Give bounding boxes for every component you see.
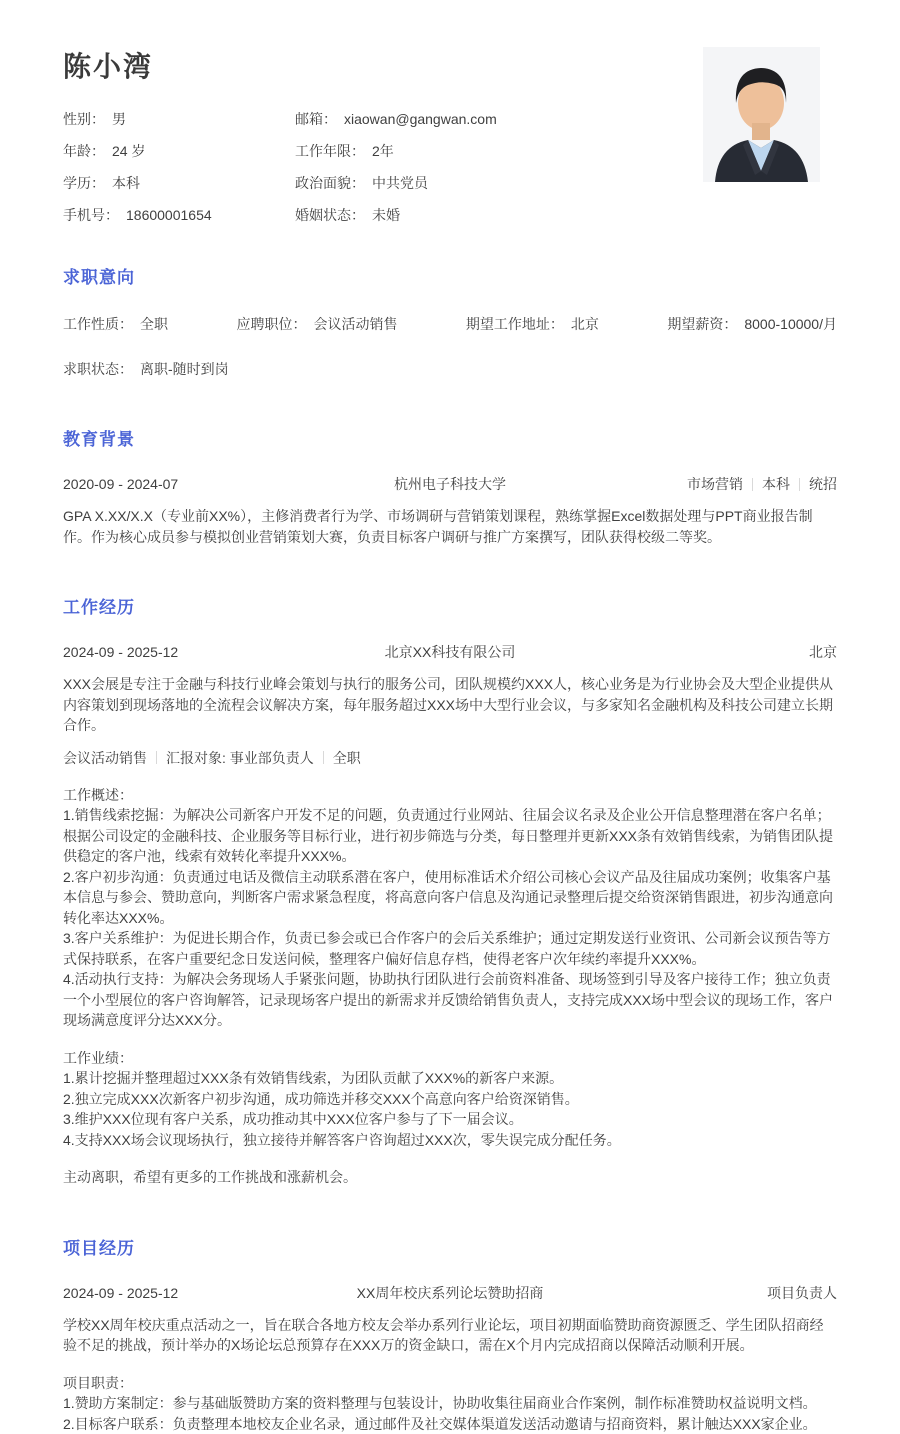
field-label: 工作性质： bbox=[63, 316, 133, 332]
work-employment-type: 全职 bbox=[333, 748, 361, 768]
info-label: 学历： bbox=[63, 175, 105, 191]
section-education bbox=[63, 425, 837, 547]
project-duty-item: 1.赞助方案制定：参与基础版赞助方案的资料整理与包装设计，协助收集往届商业合作案例，制作标准赞助权益说明文档。 bbox=[63, 1393, 837, 1414]
section-title-work: 工作经历 bbox=[63, 593, 837, 618]
info-value: 24 岁 bbox=[112, 143, 145, 159]
education-description: GPA X.XX/X.X（专业前XX%），主修消费者行为学、市场调研与营销策划课程，熟练掌握Excel数据处理与PPT商业报告制作。作为核心成员参与模拟创业营销策划大赛，负责目标客户调研与推广方案撰写，团队获得校级二等奖。 bbox=[63, 506, 837, 547]
info-label: 年龄： bbox=[63, 143, 105, 159]
field-label: 求职状态： bbox=[63, 361, 133, 377]
work-overview-item: 4.活动执行支持：为解决会务现场人手紧张问题，协助执行团队进行会前资料准备、现场签到引导及客户接待工作；独立负责一个小型展位的客户咨询解答，记录现场客户提出的新需求并反馈给销售负责人，支持完成XXX场中型会议的现场工作，客户现场满意度评分达XXX分。 bbox=[63, 969, 837, 1031]
section-title-project: 项目经历 bbox=[63, 1234, 837, 1259]
section-title-education: 教育背景 bbox=[63, 425, 837, 450]
work-overview-block bbox=[63, 785, 837, 1031]
info-field-degree bbox=[63, 173, 295, 193]
section-work bbox=[63, 593, 837, 1188]
education-period: 2020-09 - 2024-07 bbox=[63, 476, 278, 492]
education-degree: 本科 bbox=[762, 474, 790, 494]
section-project bbox=[63, 1234, 837, 1434]
project-name: XX周年校庆系列论坛赞助招商 bbox=[278, 1283, 622, 1303]
info-field-marital-status bbox=[295, 205, 603, 225]
intent-field-job-type bbox=[63, 314, 168, 334]
work-achievement-item: 1.累计挖掘并整理超过XXX条有效销售线索，为团队贡献了XXX%的新客户来源。 bbox=[63, 1068, 837, 1089]
work-company-intro: XXX会展是专注于金融与科技行业峰会策划与执行的服务公司，团队规模约XXX人，核心业务是为行业协会及大型企业提供从内容策划到现场落地的全流程会议解决方案，每年服务超过XXX场中大型行业会议，与多家知名金融机构及科技公司建立长期合作。 bbox=[63, 674, 837, 736]
intent-field-status bbox=[63, 359, 837, 379]
info-label: 工作年限： bbox=[295, 143, 365, 159]
intent-field-position bbox=[236, 314, 397, 334]
work-row bbox=[63, 642, 837, 662]
info-label: 邮箱： bbox=[295, 111, 337, 127]
info-value: 未婚 bbox=[372, 207, 400, 223]
info-field-experience-years bbox=[295, 141, 603, 161]
work-achievement-label: 工作业绩： bbox=[63, 1048, 837, 1069]
education-row bbox=[63, 474, 837, 494]
info-value: 2年 bbox=[372, 143, 394, 159]
field-label: 应聘职位： bbox=[236, 316, 306, 332]
divider bbox=[752, 478, 753, 491]
work-achievement-block bbox=[63, 1048, 837, 1151]
section-job-intent bbox=[63, 263, 837, 379]
info-value: 中共党员 bbox=[372, 175, 428, 191]
field-value: 北京 bbox=[571, 316, 599, 332]
education-tags bbox=[622, 474, 837, 494]
work-location bbox=[622, 642, 837, 662]
info-value: 男 bbox=[112, 111, 126, 127]
info-label: 政治面貌： bbox=[295, 175, 365, 191]
field-value: 全职 bbox=[140, 316, 168, 332]
project-role bbox=[622, 1283, 837, 1303]
work-achievement-item: 4.支持XXX场会议现场执行，独立接待并解答客户咨询超过XXX次，零失误完成分配任务。 bbox=[63, 1130, 837, 1151]
field-value: 8000-10000/月 bbox=[744, 316, 837, 332]
education-major: 市场营销 bbox=[687, 474, 743, 494]
project-duty-block bbox=[63, 1373, 837, 1434]
work-overview-item: 2.客户初步沟通：负责通过电话及微信主动联系潜在客户，使用标准话术介绍公司核心会议产品及往届成功案例；收集客户基本信息与参会、赞助意向，判断客户需求紧急程度，将高意向客户信息及沟通记录整理后提交给资深销售跟进，初步沟通意向转化率达XXX%。 bbox=[63, 867, 837, 929]
personal-info-grid bbox=[63, 109, 603, 225]
project-duty-item: 2.目标客户联系：负责整理本地校友企业名录，通过邮件及社交媒体渠道发送活动邀请与招商资料，累计触达XXX家企业。 bbox=[63, 1414, 837, 1434]
work-report-to: 汇报对象: 事业部负责人 bbox=[166, 748, 314, 768]
work-overview-label: 工作概述： bbox=[63, 785, 837, 806]
work-location-text: 北京 bbox=[809, 642, 837, 662]
intent-field-location bbox=[466, 314, 599, 334]
info-value: xiaowan@gangwan.com bbox=[344, 111, 497, 127]
field-label: 期望工作地址： bbox=[466, 316, 564, 332]
info-field-email bbox=[295, 109, 603, 129]
field-value: 会议活动销售 bbox=[313, 316, 397, 332]
project-period: 2024-09 - 2025-12 bbox=[63, 1285, 278, 1301]
section-title-job-intent: 求职意向 bbox=[63, 263, 837, 288]
work-achievement-item: 3.维护XXX位现有客户关系，成功推动其中XXX位客户参与了下一届会议。 bbox=[63, 1109, 837, 1130]
info-field-age bbox=[63, 141, 295, 161]
work-period: 2024-09 - 2025-12 bbox=[63, 644, 278, 660]
profile-photo bbox=[703, 47, 820, 182]
work-overview-item: 1.销售线索挖掘：为解决公司新客户开发不足的问题，负责通过行业网站、往届会议名录及企业公开信息整理潜在客户名单；根据公司设定的金融科技、企业服务等目标行业，进行初步筛选与分类，每日整理并更新XXX条有效销售线索，为销售团队提供稳定的客户池，线索有效转化率提升XXX%。 bbox=[63, 805, 837, 867]
divider bbox=[156, 751, 157, 764]
info-label: 婚姻状态： bbox=[295, 207, 365, 223]
info-field-gender bbox=[63, 109, 295, 129]
work-achievement-item: 2.独立完成XXX次新客户初步沟通，成功筛选并移交XXX个高意向客户给资深销售。 bbox=[63, 1089, 837, 1110]
job-intent-row-1 bbox=[63, 314, 837, 334]
intent-field-salary bbox=[667, 314, 837, 334]
education-school: 杭州电子科技大学 bbox=[278, 474, 622, 494]
project-role-text: 项目负责人 bbox=[767, 1283, 837, 1303]
info-field-phone bbox=[63, 205, 295, 225]
project-row bbox=[63, 1283, 837, 1303]
divider bbox=[799, 478, 800, 491]
field-label: 期望薪资： bbox=[667, 316, 737, 332]
info-value: 18600001654 bbox=[126, 207, 212, 223]
work-role-line bbox=[63, 748, 837, 768]
project-description: 学校XX周年校庆重点活动之一，旨在联合各地方校友会举办系列行业论坛，项目初期面临赞助商资源匮乏、学生团队招商经验不足的挑战，预计举办的X场论坛总预算存在XXX万的资金缺口，需在X个月内完成招商以保障活动顺利开展。 bbox=[63, 1315, 837, 1356]
field-value: 离职-随时到岗 bbox=[140, 361, 229, 377]
work-role-title: 会议活动销售 bbox=[63, 748, 147, 768]
work-overview-item: 3.客户关系维护：为促进长期合作，负责已参会或已合作客户的会后关系维护；通过定期发送行业资讯、公司新会议预告等方式保持联系，在客户重要纪念日发送问候，整理客户偏好信息存档，使得老客户次年续约率提升XXX%。 bbox=[63, 928, 837, 969]
work-company: 北京XX科技有限公司 bbox=[278, 642, 622, 662]
divider bbox=[323, 751, 324, 764]
info-field-political-status bbox=[295, 173, 603, 193]
info-label: 性别： bbox=[63, 111, 105, 127]
project-duty-label: 项目职责： bbox=[63, 1373, 837, 1394]
education-admission-type: 统招 bbox=[809, 474, 837, 494]
info-value: 本科 bbox=[112, 175, 140, 191]
info-label: 手机号： bbox=[63, 207, 119, 223]
candidate-name: 陈小湾 bbox=[63, 45, 837, 85]
work-leave-reason: 主动离职，希望有更多的工作挑战和涨薪机会。 bbox=[63, 1167, 837, 1188]
